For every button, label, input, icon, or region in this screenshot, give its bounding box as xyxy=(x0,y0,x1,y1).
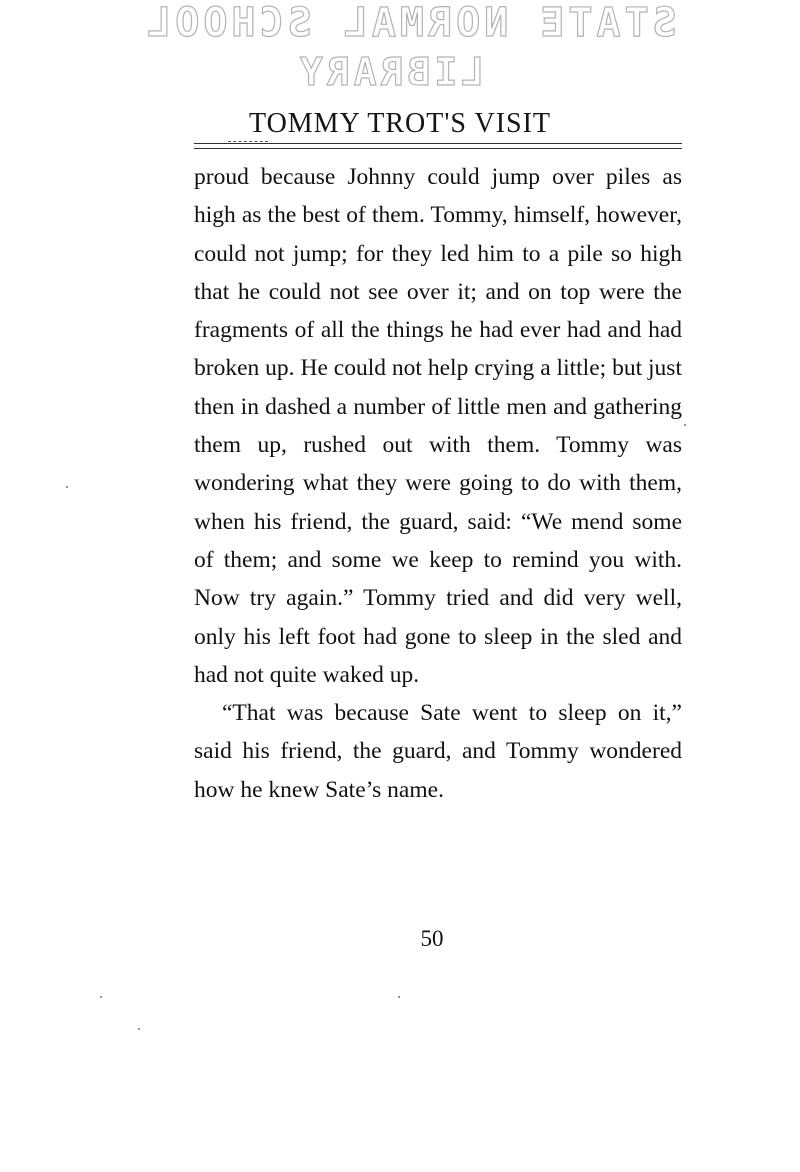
page-number: 50 xyxy=(420,926,444,951)
header-rule-bottom xyxy=(194,148,682,149)
scan-speck xyxy=(684,424,686,426)
header-rule-top xyxy=(194,143,682,144)
scan-speck xyxy=(138,1028,140,1030)
paragraph-2: “That was because Sate went to sleep on it,” said his friend, the guard, and Tommy wondered how he knew Sate’s name. xyxy=(194,700,682,803)
library-stamp-line1: STATE NORMAL SCHOOL xyxy=(143,0,677,46)
scan-speck xyxy=(66,486,68,488)
header-dash-rule xyxy=(228,141,268,142)
scan-speck xyxy=(100,996,102,998)
paragraph-1: proud because Johnny could jump over piles as high as the best of them. Tommy, himself, however, could not jump; for they led him to a pile so high that he could not see over it; and on top were the fragments of all the things he had ever had and had broken up. He could not help crying a little; but just then in dashed a number of little men and gathering them up, rushed out with them. Tommy was wondering what they were going to do with them, when his friend, the guard, said: “We mend some of them; and some we keep to remind you with. Now try again.” Tommy tried and did very well, only his left foot had gone to sleep in the sled and had not quite waked up. xyxy=(194,164,682,688)
running-title: TOMMY TROT'S VISIT xyxy=(248,108,552,139)
page-body xyxy=(194,158,682,809)
scan-speck xyxy=(398,996,400,998)
library-stamp-line2: LIBRARY xyxy=(295,50,485,94)
